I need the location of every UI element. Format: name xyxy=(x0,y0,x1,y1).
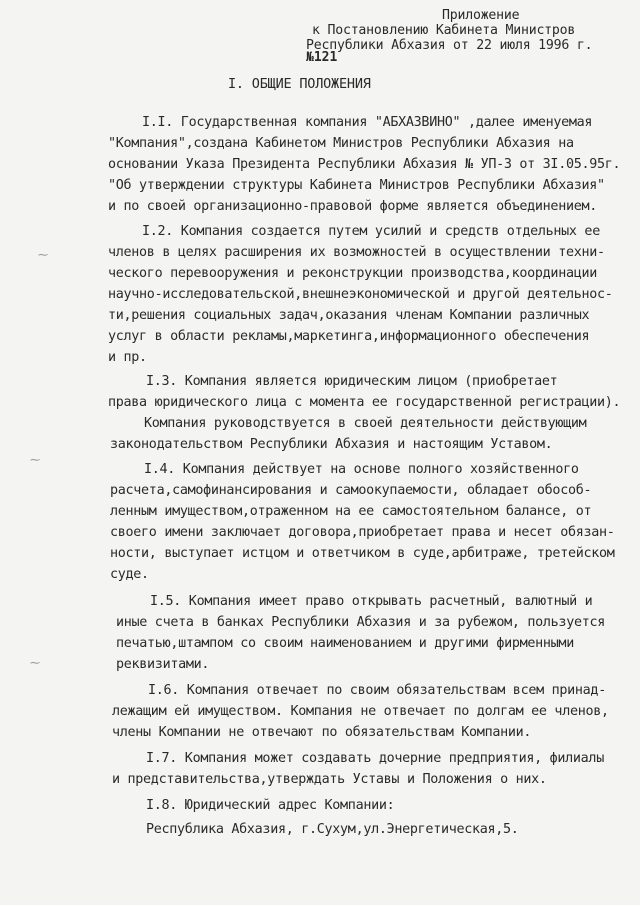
text-line: I.7. Компания может создавать дочерние предприятия, филиалы xyxy=(146,751,604,766)
text-line: "Компания",создана Кабинетом Министров Республики Абхазия на xyxy=(108,136,574,151)
text-line: научно-исследовательской,внешнеэкономической и другой деятельнос- xyxy=(108,287,613,302)
text-line: ти,решения социальных задач,оказания членам Компании различных xyxy=(108,308,590,323)
section-title: I. ОБЩИЕ ПОЛОЖЕНИЯ xyxy=(228,76,371,92)
text-line: печатью,штампом со своим наименованием и другими фирменными xyxy=(116,636,574,651)
text-line: Компания руководствуется в своей деятельности действующим xyxy=(144,416,587,431)
text-line: Республика Абхазия, г.Сухум,ул.Энергетическая,5. xyxy=(146,822,519,837)
margin-mark: ⁓ xyxy=(38,250,48,261)
text-line: своего имени заключает договора,приобретает права и несет обязан- xyxy=(110,525,615,540)
text-line: ности, выступает истцом и ответчиком в суде,арбитраже, третейском xyxy=(110,546,615,561)
text-line: права юридического лица с момента ее государственной регистрации). xyxy=(108,395,621,410)
text-line: I.4. Компания действует на основе полного хозяйственного xyxy=(144,462,579,477)
appendix-label: Приложение xyxy=(442,8,520,23)
text-line: "Об утверждении структуры Кабинета Министров Республики Абхазия" xyxy=(108,178,605,193)
text-line: и пр. xyxy=(108,350,147,365)
document-number: №121 xyxy=(306,50,338,65)
text-line: члены Компании не отвечают по обязательствам Компании. xyxy=(112,725,532,740)
text-line: I.3. Компания является юридическим лицом (приобретает xyxy=(146,374,558,389)
text-line: законодательством Республики Абхазия и настоящим Уставом. xyxy=(110,437,553,452)
text-line: услуг в области рекламы,маркетинга,информационного обеспечения xyxy=(108,329,590,344)
resolution-date: Республики Абхазия от 22 июля 1996 г. xyxy=(306,38,593,53)
text-line: I.8. Юридический адрес Компании: xyxy=(146,798,395,813)
resolution-reference: к Постановлению Кабинета Министров xyxy=(312,23,576,38)
text-line: иные счета в банках Республики Абхазия и за рубежом, пользуется xyxy=(116,615,605,630)
text-line: суде. xyxy=(110,567,149,582)
text-line: и представительства,утверждать Уставы и Положения о них. xyxy=(112,772,547,787)
text-line: расчета,самофинансирования и самоокупаемости, обладает обособ- xyxy=(110,483,592,498)
text-line: I.6. Компания отвечает по своим обязательствам всем принад- xyxy=(148,683,606,698)
text-line: реквизитами. xyxy=(116,657,210,672)
text-line: и по своей организационно-правовой форме является объединением. xyxy=(108,199,597,214)
margin-mark: ⁓ xyxy=(30,455,40,466)
text-line: I.2. Компания создается путем усилий и средств отдельных ее xyxy=(142,224,600,239)
margin-mark: ⁓ xyxy=(30,658,40,669)
text-line: членов в целях расширения их возможностей в осуществлении техни- xyxy=(108,245,605,260)
text-line: ленным имуществом,отраженном на ее самостоятельном балансе, от xyxy=(110,504,592,519)
text-line: лежащим ей имуществом. Компания не отвечает по долгам ее членов, xyxy=(112,704,609,719)
text-line: ческого перевооружения и реконструкции производства,координации xyxy=(108,266,597,281)
text-line: I.5. Компания имеет право открывать расчетный, валютный и xyxy=(150,594,593,609)
text-line: I.I. Государственная компания "АБХАЗВИНО" ,далее именуемая xyxy=(142,115,593,130)
text-line: основании Указа Президента Республики Абхазия № УП-3 от 3I.05.95г. xyxy=(108,157,621,172)
